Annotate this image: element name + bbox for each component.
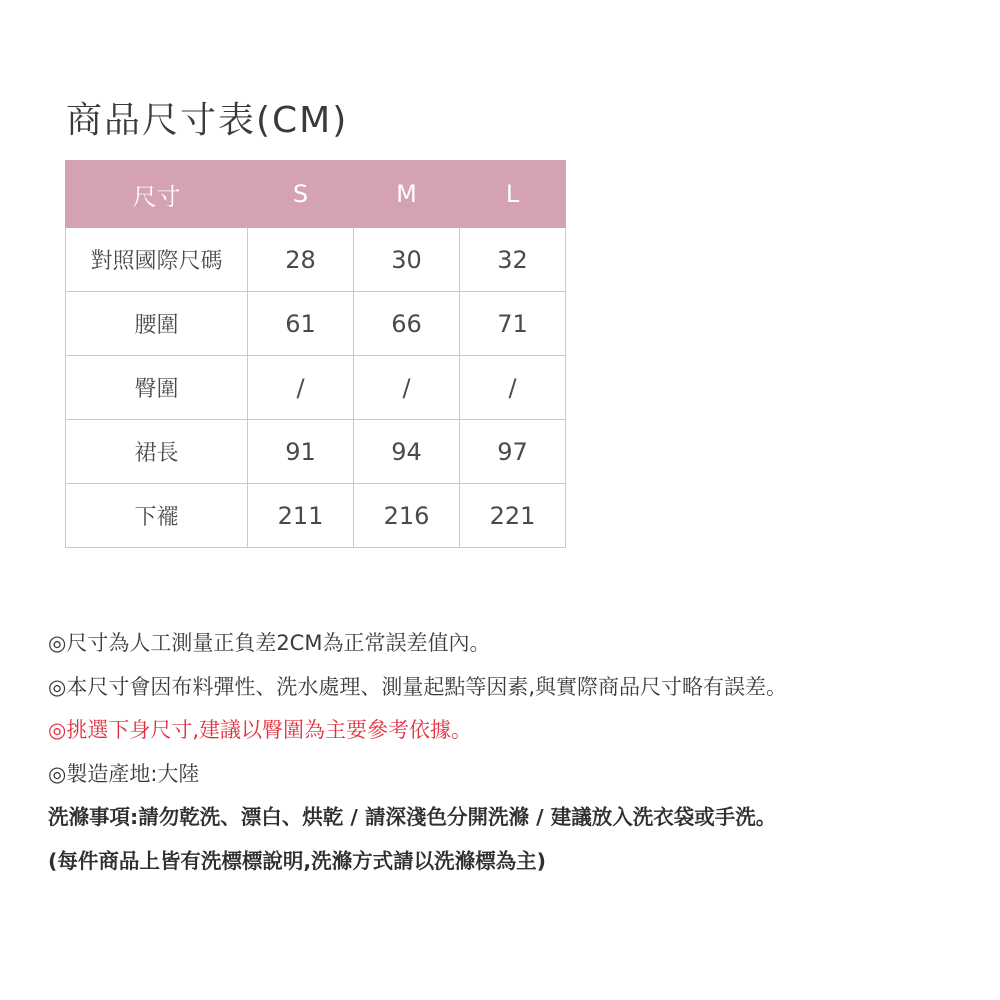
table-row — [66, 356, 566, 420]
header-size: 尺寸 — [66, 161, 248, 228]
note-size-selection: ◎挑選下身尺寸,建議以臀圍為主要參考依據。 — [48, 718, 472, 742]
table-cell: 211 — [248, 484, 354, 548]
table-cell: / — [354, 356, 460, 420]
table-cell: 91 — [248, 420, 354, 484]
note-size-variance: ◎本尺寸會因布料彈性、洗水處理、測量起點等因素,與實際商品尺寸略有誤差。 — [48, 674, 787, 699]
page-title: 商品尺寸表(CM) — [66, 100, 349, 141]
table-row — [66, 484, 566, 548]
table-cell: / — [248, 356, 354, 420]
table-cell: 28 — [248, 228, 354, 292]
table-cell: 97 — [460, 420, 566, 484]
row-label: 臀圍 — [66, 356, 248, 420]
table-row — [66, 420, 566, 484]
table-row — [66, 228, 566, 292]
table-cell: 32 — [460, 228, 566, 292]
table-cell: 216 — [354, 484, 460, 548]
table-cell: 30 — [354, 228, 460, 292]
size-table — [65, 160, 566, 548]
note-origin: ◎製造產地:大陸 — [48, 761, 200, 786]
header-m: M — [354, 161, 460, 228]
table-cell: 71 — [460, 292, 566, 356]
table-header-row — [66, 161, 566, 228]
header-l: L — [460, 161, 566, 228]
note-washing-label: (每件商品上皆有洗標標說明,洗滌方式請以洗滌標為主) — [48, 848, 547, 873]
note-washing-instructions: 洗滌事項:請勿乾洗、漂白、烘乾 / 請深淺色分開洗滌 / 建議放入洗衣袋或手洗。 — [48, 805, 777, 829]
row-label: 對照國際尺碼 — [66, 228, 248, 292]
table-cell: 221 — [460, 484, 566, 548]
note-measurement-tolerance: ◎尺寸為人工測量正負差2CM為正常誤差值內。 — [48, 631, 491, 655]
table-cell: 61 — [248, 292, 354, 356]
table-cell: / — [460, 356, 566, 420]
table-row — [66, 292, 566, 356]
table-cell: 94 — [354, 420, 460, 484]
notes-section — [48, 622, 988, 883]
header-s: S — [248, 161, 354, 228]
row-label: 下襬 — [66, 484, 248, 548]
row-label: 腰圍 — [66, 292, 248, 356]
row-label: 裙長 — [66, 420, 248, 484]
table-cell: 66 — [354, 292, 460, 356]
